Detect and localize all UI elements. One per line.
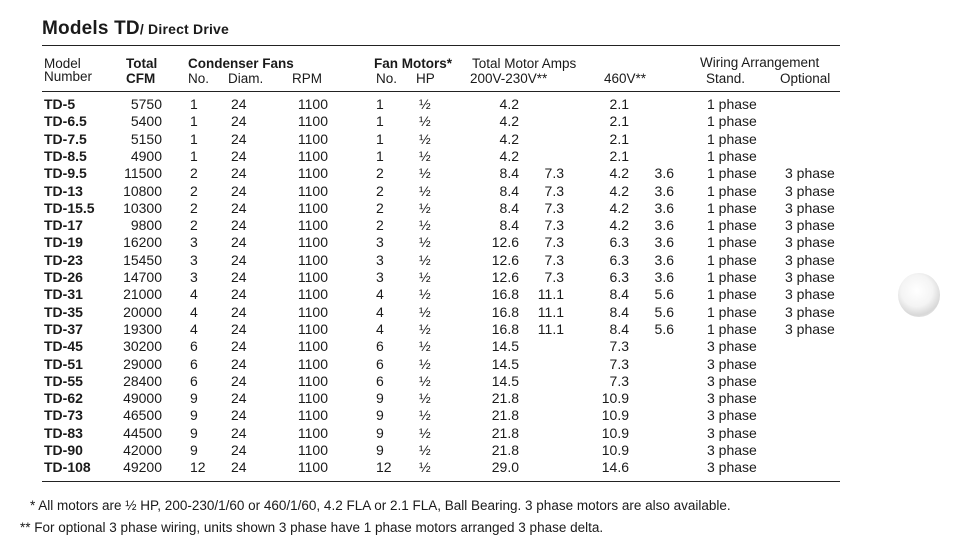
cell-model: TD-73 <box>44 407 83 424</box>
cell-cond-diam: 24 <box>231 286 247 303</box>
cell-cond-diam: 24 <box>231 320 247 337</box>
cell-wiring-optional: 3 phase <box>785 234 835 251</box>
cell-amps-460-optional: 5.6 <box>654 320 674 337</box>
cell-cond-diam: 24 <box>231 113 247 130</box>
cell-cond-diam: 24 <box>231 407 247 424</box>
table-row <box>0 96 960 113</box>
cell-amps-200-optional: 7.3 <box>544 234 564 251</box>
cell-wiring-stand: 3 phase <box>707 390 757 407</box>
cell-model: TD-17 <box>44 217 83 234</box>
cell-wiring-stand: 1 phase <box>707 130 757 147</box>
cell-cond-rpm: 1100 <box>297 234 328 251</box>
cell-model: TD-19 <box>44 234 83 251</box>
cell-cfm: 16200 <box>123 234 162 251</box>
cell-fan-no: 2 <box>376 165 384 182</box>
table-row <box>0 373 960 390</box>
cell-amps-200-optional: 7.3 <box>544 217 564 234</box>
cell-fan-hp: ½ <box>419 303 431 320</box>
cell-cfm: 20000 <box>123 303 162 320</box>
cell-amps-200: 29.0 <box>491 459 519 476</box>
cell-cfm: 15450 <box>123 251 162 268</box>
header-cond-no: No. <box>188 71 210 86</box>
footnote-motors: * All motors are ½ HP, 200-230/1/60 or 460/1/60, 4.2 FLA or 2.1 FLA, Ball Bearing. 3 phase motors are also available. <box>30 498 731 513</box>
cell-fan-no: 4 <box>376 303 384 320</box>
cell-fan-no: 3 <box>376 269 384 285</box>
header-wiring-optional: Optional <box>780 71 831 86</box>
cell-amps-200: 21.8 <box>491 442 519 458</box>
cell-cond-rpm: 1100 <box>297 320 328 337</box>
cell-cond-diam: 24 <box>231 130 247 147</box>
cell-cond-no: 1 <box>190 130 198 147</box>
bottom-rule <box>42 481 840 482</box>
cell-model: TD-35 <box>44 303 83 320</box>
header-fan-hp: HP <box>416 71 435 86</box>
cell-wiring-stand: 1 phase <box>707 96 757 112</box>
cell-cond-no: 6 <box>190 372 198 389</box>
cell-cfm: 5750 <box>130 96 162 112</box>
cell-wiring-stand: 3 phase <box>707 372 757 389</box>
cell-wiring-optional: 3 phase <box>785 217 835 234</box>
cell-wiring-stand: 1 phase <box>707 147 757 164</box>
cell-cond-no: 4 <box>190 286 198 303</box>
table-row <box>0 321 960 338</box>
cell-amps-200: 4.2 <box>499 130 519 147</box>
cell-cond-rpm: 1100 <box>297 130 328 147</box>
cell-fan-no: 1 <box>376 113 384 130</box>
cell-wiring-optional: 3 phase <box>785 320 835 337</box>
cell-amps-200-optional: 11.1 <box>537 320 564 337</box>
header-rule <box>42 91 840 92</box>
cell-amps-460: 10.9 <box>601 442 629 458</box>
cell-cond-diam: 24 <box>231 165 247 182</box>
cell-fan-hp: ½ <box>419 96 431 112</box>
cell-fan-hp: ½ <box>419 442 431 458</box>
cell-wiring-stand: 3 phase <box>707 459 757 476</box>
cell-amps-460-optional: 3.6 <box>654 251 674 268</box>
table-row <box>0 304 960 321</box>
cell-amps-460: 7.3 <box>609 355 629 372</box>
cell-fan-hp: ½ <box>419 182 431 199</box>
cell-cond-diam: 24 <box>231 182 247 199</box>
cell-amps-460: 8.4 <box>609 303 629 320</box>
cell-fan-hp: ½ <box>419 459 431 476</box>
cell-wiring-stand: 1 phase <box>707 320 757 337</box>
cell-amps-200-optional: 11.1 <box>537 286 564 303</box>
cell-amps-200: 4.2 <box>499 147 519 164</box>
cell-amps-200-optional: 7.3 <box>544 199 564 216</box>
footnote-wiring: ** For optional 3 phase wiring, units shown 3 phase have 1 phase motors arranged 3 phase delta. <box>20 520 604 535</box>
cell-cfm: 14700 <box>123 269 162 285</box>
header-amps-460: 460V** <box>604 71 647 86</box>
cell-wiring-stand: 3 phase <box>707 442 757 458</box>
cell-wiring-stand: 1 phase <box>707 286 757 303</box>
cell-wiring-optional: 3 phase <box>785 165 835 182</box>
cell-fan-hp: ½ <box>419 251 431 268</box>
cell-cond-rpm: 1100 <box>297 199 328 216</box>
cell-fan-no: 9 <box>376 442 384 458</box>
cell-wiring-stand: 1 phase <box>707 303 757 320</box>
table-row <box>0 113 960 130</box>
cell-cfm: 11500 <box>124 165 162 182</box>
cell-amps-460: 10.9 <box>601 424 629 441</box>
cell-wiring-stand: 1 phase <box>707 269 757 285</box>
cell-cfm: 44500 <box>123 424 162 441</box>
cell-fan-hp: ½ <box>419 165 431 182</box>
cell-cfm: 10800 <box>123 182 162 199</box>
cell-cond-no: 6 <box>190 338 198 355</box>
cell-fan-hp: ½ <box>419 355 431 372</box>
cell-fan-hp: ½ <box>419 269 431 285</box>
cell-model: TD-15.5 <box>44 199 95 216</box>
cell-cond-no: 3 <box>190 251 198 268</box>
cell-fan-hp: ½ <box>419 286 431 303</box>
cell-wiring-optional: 3 phase <box>785 251 835 268</box>
cell-fan-no: 4 <box>376 320 384 337</box>
cell-fan-hp: ½ <box>419 390 431 407</box>
cell-amps-200: 4.2 <box>499 113 519 130</box>
cell-wiring-optional: 3 phase <box>785 199 835 216</box>
cell-wiring-optional: 3 phase <box>785 182 835 199</box>
cell-wiring-stand: 1 phase <box>707 113 757 130</box>
cell-fan-no: 2 <box>376 182 384 199</box>
title-main: Models TD <box>42 18 140 39</box>
header-cond-rpm: RPM <box>292 71 322 86</box>
cell-amps-460: 4.2 <box>609 199 629 216</box>
cell-cond-diam: 24 <box>231 355 247 372</box>
cell-cond-rpm: 1100 <box>297 442 328 458</box>
table-row <box>0 217 960 234</box>
cell-cfm: 42000 <box>123 442 162 458</box>
table-row <box>0 338 960 355</box>
cell-fan-no: 3 <box>376 251 384 268</box>
cell-cond-rpm: 1100 <box>297 407 328 424</box>
cell-cond-no: 3 <box>190 269 198 285</box>
paper-spot <box>898 273 940 317</box>
header-model-2: Number <box>44 69 93 84</box>
cell-cond-diam: 24 <box>231 390 247 407</box>
cell-fan-no: 1 <box>376 130 384 147</box>
cell-amps-460-optional: 3.6 <box>654 234 674 251</box>
cell-amps-200: 4.2 <box>499 96 519 112</box>
cell-amps-200: 21.8 <box>491 407 519 424</box>
cell-model: TD-26 <box>44 269 83 285</box>
cell-amps-200-optional: 11.1 <box>537 303 564 320</box>
cell-amps-200: 14.5 <box>491 372 519 389</box>
cell-amps-460: 14.6 <box>601 459 629 476</box>
cell-fan-no: 4 <box>376 286 384 303</box>
cell-cfm: 49200 <box>123 459 162 476</box>
cell-amps-460: 8.4 <box>609 320 629 337</box>
cell-fan-no: 6 <box>376 338 384 355</box>
cell-cfm: 5150 <box>130 130 162 147</box>
cell-cond-no: 4 <box>190 320 198 337</box>
table-row <box>0 165 960 182</box>
cell-cond-no: 9 <box>190 390 198 407</box>
cell-cond-diam: 24 <box>231 459 247 476</box>
cell-cond-diam: 24 <box>231 199 247 216</box>
cell-amps-460-optional: 3.6 <box>654 269 674 285</box>
cell-cond-rpm: 1100 <box>297 217 328 234</box>
cell-amps-200: 12.6 <box>491 269 519 285</box>
cell-fan-hp: ½ <box>419 320 431 337</box>
cell-amps-200-optional: 7.3 <box>544 182 564 199</box>
cell-amps-200: 21.8 <box>491 390 519 407</box>
cell-model: TD-51 <box>44 355 83 372</box>
cell-cond-rpm: 1100 <box>297 372 328 389</box>
cell-fan-no: 9 <box>376 424 384 441</box>
cell-fan-no: 2 <box>376 217 384 234</box>
cell-cond-rpm: 1100 <box>297 269 328 285</box>
cell-cond-diam: 24 <box>231 303 247 320</box>
cell-fan-no: 1 <box>376 147 384 164</box>
cell-amps-460: 6.3 <box>609 269 629 285</box>
cell-amps-200-optional: 7.3 <box>544 165 564 182</box>
cell-cond-no: 9 <box>190 424 198 441</box>
header-total-motor-amps: Total Motor Amps <box>472 56 577 71</box>
cell-wiring-optional: 3 phase <box>785 269 835 285</box>
cell-wiring-stand: 1 phase <box>707 217 757 234</box>
cell-model: TD-37 <box>44 320 83 337</box>
table-row <box>0 148 960 165</box>
cell-amps-460: 6.3 <box>609 234 629 251</box>
cell-fan-no: 3 <box>376 234 384 251</box>
cell-cond-diam: 24 <box>231 372 247 389</box>
cell-fan-no: 6 <box>376 355 384 372</box>
cell-cond-no: 12 <box>190 459 206 476</box>
cell-amps-460-optional: 5.6 <box>654 286 674 303</box>
cell-amps-200: 16.8 <box>491 320 519 337</box>
cell-cond-no: 2 <box>190 199 198 216</box>
cell-cond-no: 4 <box>190 303 198 320</box>
cell-fan-no: 9 <box>376 407 384 424</box>
cell-fan-hp: ½ <box>419 338 431 355</box>
cell-amps-460: 2.1 <box>609 147 629 164</box>
cell-model: TD-55 <box>44 372 83 389</box>
cell-cond-no: 2 <box>190 217 198 234</box>
table-row <box>0 131 960 148</box>
cell-wiring-stand: 1 phase <box>707 182 757 199</box>
cell-fan-no: 12 <box>376 459 392 476</box>
cell-cfm: 5400 <box>130 113 162 130</box>
table-row <box>0 286 960 303</box>
cell-cond-no: 2 <box>190 165 198 182</box>
cell-cond-no: 9 <box>190 407 198 424</box>
cell-amps-200: 14.5 <box>491 355 519 372</box>
cell-cfm: 49000 <box>123 390 162 407</box>
cell-model: TD-9.5 <box>44 165 87 182</box>
cell-amps-200: 16.8 <box>491 303 519 320</box>
cell-amps-460: 4.2 <box>609 217 629 234</box>
cell-cond-rpm: 1100 <box>297 251 328 268</box>
cell-cfm: 10300 <box>123 199 162 216</box>
top-rule <box>42 45 840 46</box>
cell-amps-200: 16.8 <box>491 286 519 303</box>
cell-model: TD-83 <box>44 424 83 441</box>
cell-cond-diam: 24 <box>231 251 247 268</box>
cell-wiring-stand: 3 phase <box>707 355 757 372</box>
cell-amps-460: 2.1 <box>609 113 629 130</box>
cell-cond-no: 3 <box>190 234 198 251</box>
cell-wiring-stand: 1 phase <box>707 251 757 268</box>
cell-amps-460: 10.9 <box>601 390 629 407</box>
cell-model: TD-5 <box>44 96 76 112</box>
cell-cfm: 46500 <box>123 407 162 424</box>
header-fan-motors: Fan Motors* <box>374 56 453 71</box>
cell-cond-diam: 24 <box>231 269 247 285</box>
cell-amps-460-optional: 3.6 <box>654 165 674 182</box>
cell-model: TD-62 <box>44 390 83 407</box>
cell-cfm: 30200 <box>123 338 162 355</box>
cell-model: TD-90 <box>44 442 83 458</box>
cell-cond-diam: 24 <box>231 234 247 251</box>
header-fan-no: No. <box>376 71 398 86</box>
cell-cond-rpm: 1100 <box>297 96 328 112</box>
cell-fan-no: 1 <box>376 96 384 112</box>
cell-cond-no: 2 <box>190 182 198 199</box>
cell-amps-460-optional: 3.6 <box>654 217 674 234</box>
cell-model: TD-8.5 <box>44 147 87 164</box>
cell-wiring-stand: 1 phase <box>707 165 757 182</box>
cell-amps-460: 4.2 <box>609 182 629 199</box>
table-row <box>0 459 960 476</box>
cell-fan-no: 2 <box>376 199 384 216</box>
cell-wiring-optional: 3 phase <box>785 303 835 320</box>
cell-fan-hp: ½ <box>419 113 431 130</box>
cell-cfm: 21000 <box>123 286 162 303</box>
cell-wiring-stand: 3 phase <box>707 338 757 355</box>
cell-amps-460: 2.1 <box>609 96 629 112</box>
table-row <box>0 252 960 269</box>
cell-wiring-stand: 3 phase <box>707 424 757 441</box>
header-cfm-1: Total <box>126 56 158 71</box>
cell-amps-200: 8.4 <box>499 199 519 216</box>
header-cfm-2: CFM <box>126 71 156 86</box>
cell-cond-rpm: 1100 <box>297 459 328 476</box>
cell-cond-rpm: 1100 <box>297 147 328 164</box>
cell-cond-rpm: 1100 <box>297 286 328 303</box>
cell-cond-no: 1 <box>190 113 198 130</box>
cell-amps-460: 2.1 <box>609 130 629 147</box>
table-row <box>0 269 960 286</box>
cell-model: TD-45 <box>44 338 83 355</box>
cell-wiring-stand: 1 phase <box>707 234 757 251</box>
cell-model: TD-108 <box>44 459 91 476</box>
header-model-1: Model <box>44 56 81 71</box>
cell-amps-460: 10.9 <box>601 407 629 424</box>
header-cond-diam: Diam. <box>228 71 264 86</box>
cell-amps-460: 4.2 <box>609 165 629 182</box>
cell-cond-rpm: 1100 <box>297 338 328 355</box>
cell-wiring-optional: 3 phase <box>785 286 835 303</box>
header-wiring-arrangement: Wiring Arrangement <box>700 55 820 70</box>
cell-amps-200: 8.4 <box>499 217 519 234</box>
cell-cond-diam: 24 <box>231 147 247 164</box>
header-amps-200-230: 200V-230V** <box>470 71 548 86</box>
header-wiring-stand: Stand. <box>706 71 746 86</box>
cell-wiring-stand: 1 phase <box>707 199 757 216</box>
cell-cond-diam: 24 <box>231 217 247 234</box>
cell-model: TD-23 <box>44 251 83 268</box>
cell-cfm: 9800 <box>130 217 162 234</box>
cell-cond-rpm: 1100 <box>297 390 328 407</box>
cell-amps-460: 7.3 <box>609 338 629 355</box>
cell-cond-rpm: 1100 <box>297 113 328 130</box>
cell-cond-diam: 24 <box>231 338 247 355</box>
table-row <box>0 200 960 217</box>
cell-fan-hp: ½ <box>419 199 431 216</box>
cell-fan-hp: ½ <box>419 217 431 234</box>
cell-amps-460: 7.3 <box>609 372 629 389</box>
cell-cond-diam: 24 <box>231 424 247 441</box>
cell-cond-no: 9 <box>190 442 198 458</box>
cell-fan-hp: ½ <box>419 234 431 251</box>
table-row <box>0 442 960 459</box>
table-row <box>0 356 960 373</box>
cell-cond-rpm: 1100 <box>297 355 328 372</box>
cell-cond-rpm: 1100 <box>297 182 328 199</box>
cell-cond-rpm: 1100 <box>297 424 328 441</box>
cell-amps-200: 21.8 <box>491 424 519 441</box>
cell-cond-diam: 24 <box>231 96 247 112</box>
cell-amps-460: 8.4 <box>609 286 629 303</box>
table-row <box>0 234 960 251</box>
cell-cond-no: 1 <box>190 147 198 164</box>
cell-fan-hp: ½ <box>419 130 431 147</box>
header-condenser-fans: Condenser Fans <box>188 56 294 71</box>
cell-amps-200: 8.4 <box>499 182 519 199</box>
cell-cfm: 19300 <box>123 320 162 337</box>
cell-model: TD-13 <box>44 182 83 199</box>
title-sub: / Direct Drive <box>139 21 230 37</box>
cell-cfm: 28400 <box>123 372 162 389</box>
cell-cond-rpm: 1100 <box>297 303 328 320</box>
cell-amps-200: 8.4 <box>499 165 519 182</box>
cell-amps-200: 12.6 <box>491 251 519 268</box>
cell-amps-200-optional: 7.3 <box>544 251 564 268</box>
cell-amps-460-optional: 3.6 <box>654 199 674 216</box>
cell-amps-460-optional: 3.6 <box>654 182 674 199</box>
table-row <box>0 390 960 407</box>
cell-cond-diam: 24 <box>231 442 247 458</box>
table-row <box>0 407 960 424</box>
cell-amps-460-optional: 5.6 <box>654 303 674 320</box>
cell-fan-hp: ½ <box>419 372 431 389</box>
cell-amps-200: 14.5 <box>491 338 519 355</box>
cell-cond-no: 1 <box>190 96 198 112</box>
cell-cfm: 4900 <box>130 147 162 164</box>
cell-amps-460: 6.3 <box>609 251 629 268</box>
cell-cond-rpm: 1100 <box>297 165 328 182</box>
cell-model: TD-31 <box>44 286 83 303</box>
cell-model: TD-7.5 <box>44 130 87 147</box>
cell-fan-no: 6 <box>376 372 384 389</box>
cell-fan-no: 9 <box>376 390 384 407</box>
cell-fan-hp: ½ <box>419 147 431 164</box>
cell-fan-hp: ½ <box>419 424 431 441</box>
cell-amps-200: 12.6 <box>491 234 519 251</box>
cell-model: TD-6.5 <box>44 113 87 130</box>
cell-fan-hp: ½ <box>419 407 431 424</box>
table-row <box>0 183 960 200</box>
page-title <box>42 18 229 40</box>
table-row <box>0 425 960 442</box>
cell-amps-200-optional: 7.3 <box>544 269 564 285</box>
cell-cfm: 29000 <box>123 355 162 372</box>
cell-wiring-stand: 3 phase <box>707 407 757 424</box>
cell-cond-no: 6 <box>190 355 198 372</box>
